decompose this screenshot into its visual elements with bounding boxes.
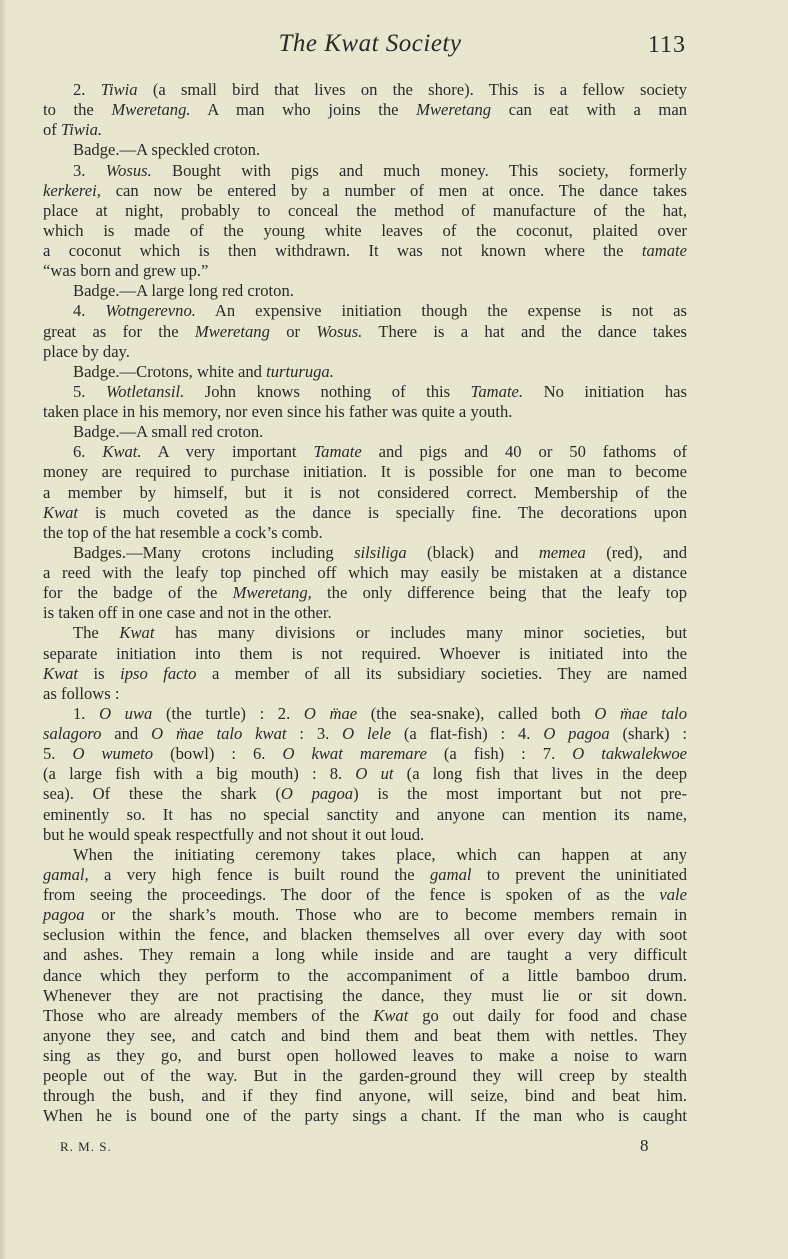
text-run: or the shark’s mouth. Those who are to become members remain in	[84, 905, 687, 925]
italic-term: ipso facto	[120, 663, 197, 683]
text-run: (a flat-fish) : 4.	[390, 724, 544, 743]
italic-term: Kwat	[119, 623, 155, 643]
text-run: can eat with a man	[491, 100, 688, 120]
italic-term: Kwat	[43, 663, 79, 683]
text-line	[43, 181, 687, 201]
text-run: “was born and grew up.”	[43, 261, 209, 281]
paragraph	[43, 623, 687, 704]
text-run: sea). Of these the shark (	[43, 784, 281, 804]
paragraph	[43, 301, 687, 361]
text-run: anyone they see, and catch and bind them and beat them with nettles. They	[43, 1025, 687, 1045]
text-line	[43, 362, 687, 382]
text-line	[43, 583, 687, 603]
text-line	[43, 301, 687, 321]
text-run: 2.	[73, 80, 101, 99]
text-line	[43, 784, 687, 804]
text-run: 1.	[73, 703, 100, 723]
italic-term: O m̈ae	[303, 703, 358, 723]
text-run: A very important	[141, 442, 314, 462]
text-run: sing as they go, and burst open hollowed leaves to make a noise to warn	[43, 1046, 687, 1065]
text-run: place at night, probably to conceal the method of manufacture of the hat,	[43, 200, 687, 220]
text-line	[43, 966, 687, 986]
text-run: the top of the hat resemble a cock’s comb.	[43, 522, 323, 542]
text-line	[43, 644, 687, 664]
text-run: ) is the most important but not pre-	[353, 784, 687, 804]
italic-term: Wotngerevno.	[105, 301, 196, 321]
text-line	[43, 281, 687, 301]
italic-term: Kwat	[373, 1005, 409, 1025]
text-line	[43, 905, 687, 925]
text-run: (black) and	[406, 542, 539, 562]
italic-term: O pagoa	[280, 784, 354, 804]
text-line	[43, 945, 687, 965]
text-run: Those who are already members of the	[43, 1005, 374, 1025]
paragraph	[43, 281, 687, 301]
text-line	[43, 724, 687, 744]
text-run: a very high fence is built round the	[88, 864, 430, 884]
text-line	[43, 865, 687, 885]
text-line	[43, 1046, 687, 1066]
text-run: John knows nothing of this	[184, 381, 471, 401]
italic-term: salagoro	[43, 724, 102, 743]
text-line	[43, 603, 687, 623]
text-run: (a fish) : 7.	[426, 744, 573, 764]
text-run: (red), and	[585, 542, 687, 562]
text-line	[43, 704, 687, 724]
footer-signature-number: 8	[640, 1136, 649, 1155]
italic-term: O lele	[342, 724, 391, 743]
text-run: money are required to purchase initiation. It is possible for one man to become	[43, 462, 687, 482]
text-run: or	[269, 321, 317, 341]
text-run: a reed with the leafy top pinched off which may easily be mistaken at a distance	[43, 563, 687, 582]
text-line	[43, 161, 687, 181]
italic-term: Mweretang	[416, 100, 492, 120]
text-line	[43, 684, 687, 704]
text-run: to prevent the uninitiated	[471, 864, 687, 884]
text-run: No initiation has	[523, 381, 688, 401]
text-run: for the badge of the	[43, 583, 233, 603]
text-run: a member of all its subsidiary societies. They are named	[196, 663, 687, 683]
text-run: can now be entered by a number of men at once. The dance takes	[100, 180, 687, 200]
paragraph	[43, 382, 687, 422]
text-run: (shark) :	[609, 724, 687, 743]
page-number: 113	[647, 32, 686, 58]
text-run: When the initiating ceremony takes place, which can happen at any	[73, 844, 687, 864]
text-line	[43, 885, 687, 905]
text-run: (a large fish with a big mouth) : 8.	[43, 764, 356, 784]
italic-term: Mweretang,	[232, 583, 312, 603]
text-run: which is made of the young white leaves of the coconut, plaited over	[43, 220, 687, 240]
text-run: Bought with pigs and much money. This society, formerly	[151, 160, 688, 180]
text-run: place by day.	[43, 341, 130, 361]
text-run: dance which they perform to the accompaniment of a little bamboo drum.	[43, 965, 687, 985]
text-run: (the sea-snake), called both	[357, 703, 595, 723]
text-line	[43, 543, 687, 563]
paragraph	[43, 80, 687, 140]
text-run: (a small bird that lives on the shore). This is a fellow society	[137, 80, 688, 99]
italic-term: O pagoa	[543, 724, 610, 743]
body-text	[43, 80, 687, 1127]
footer-signature-mark: R. M. S.	[60, 1139, 112, 1154]
text-run: An expensive initiation though the expense is not as	[195, 301, 688, 321]
italic-term: tamate	[641, 241, 687, 260]
text-run: There is a hat and the dance takes	[362, 321, 687, 341]
text-run: taken place in his memory, nor even since his father was quite a youth.	[43, 402, 513, 421]
italic-term: Tamate	[313, 442, 362, 462]
running-head	[0, 30, 788, 60]
italic-term: O kwat maremare	[282, 744, 427, 764]
text-line	[43, 1006, 687, 1026]
text-line	[43, 1086, 687, 1106]
page-title: The Kwat Society	[278, 30, 462, 57]
text-run: 4.	[73, 301, 106, 321]
text-line	[43, 342, 687, 362]
text-run: a coconut which is then withdrawn. It was not known where the	[43, 241, 642, 260]
text-run: seclusion within the fence, and blacken themselves all over every day with soot	[43, 925, 687, 945]
text-line	[43, 664, 687, 684]
text-run: through the bush, and if they find anyone, will seize, bind and beat him.	[43, 1086, 687, 1106]
text-run: and	[101, 724, 152, 743]
italic-term: silsiliga	[354, 542, 407, 562]
italic-term: kerkerei,	[43, 180, 101, 200]
paragraph	[43, 543, 687, 624]
paragraph	[43, 362, 687, 382]
text-line	[43, 201, 687, 221]
text-run: go out daily for food and chase	[408, 1005, 687, 1025]
text-line	[43, 221, 687, 241]
text-line	[43, 140, 687, 160]
text-run: Badge.—A large long red croton.	[73, 281, 294, 301]
text-run: (the turtle) : 2.	[152, 703, 304, 723]
text-run: and pigs and 40 or 50 fathoms of	[361, 442, 688, 462]
italic-term: Tiwia.	[60, 120, 103, 140]
text-run: 5.	[73, 381, 106, 401]
book-binding-edge	[0, 0, 6, 1259]
text-line	[43, 241, 687, 261]
text-run: as follows :	[43, 683, 120, 703]
text-line	[43, 805, 687, 825]
italic-term: turturuga.	[266, 361, 334, 381]
text-line	[43, 925, 687, 945]
italic-term: Wosus.	[105, 160, 152, 180]
text-line	[43, 120, 687, 140]
italic-term: O uwa	[99, 703, 153, 723]
italic-term: Mweretang	[194, 321, 270, 341]
text-line	[43, 764, 687, 784]
text-run: (a long fish that lives in the deep	[393, 764, 687, 784]
paragraph	[43, 704, 687, 845]
text-line	[43, 523, 687, 543]
text-line	[43, 986, 687, 1006]
text-run: is much coveted as the dance is specially fine. The decorations upon	[78, 502, 687, 522]
text-line	[43, 503, 687, 523]
italic-term: pagoa	[43, 905, 85, 925]
text-run: great as for the	[43, 321, 195, 341]
text-run: 3.	[73, 160, 106, 180]
italic-term: Kwat.	[102, 442, 142, 462]
text-line	[43, 845, 687, 865]
paragraph	[43, 422, 687, 442]
text-run: from seeing the proceedings. The door of the fence is spoken of as the	[43, 885, 660, 904]
text-line	[43, 402, 687, 422]
text-run: people out of the way. But in the garden-ground they will creep by stealth	[43, 1066, 687, 1086]
italic-term: O wumeto	[72, 744, 154, 764]
text-run: eminently so. It has no special sanctity and anyone can mention its name,	[43, 804, 687, 824]
paragraph	[43, 442, 687, 543]
text-line	[43, 1066, 687, 1086]
text-run: (bowl) : 6.	[153, 744, 283, 764]
italic-term: vale	[659, 885, 687, 904]
text-run: : 3.	[286, 724, 343, 743]
italic-term: O m̈ae talo kwat	[151, 724, 287, 743]
italic-term: O m̈ae talo	[594, 703, 688, 723]
text-run: is	[78, 663, 121, 683]
text-line	[43, 442, 687, 462]
text-line	[43, 422, 687, 442]
italic-term: Tamate.	[470, 381, 524, 401]
italic-term: Tiwia	[100, 80, 138, 99]
text-run: Whenever they are not practising the dance, they must lie or sit down.	[43, 985, 687, 1005]
italic-term: memea	[538, 542, 586, 562]
italic-term: Wosus.	[316, 321, 363, 341]
paragraph	[43, 140, 687, 160]
italic-term: Mweretang.	[111, 100, 191, 120]
text-run: Badge.—A speckled croton.	[73, 140, 261, 160]
text-run: but he would speak respectfully and not shout it out loud.	[43, 824, 425, 844]
text-run: A man who joins the	[190, 100, 417, 120]
paragraph	[43, 845, 687, 1127]
text-line	[43, 1026, 687, 1046]
text-line	[43, 483, 687, 503]
text-line	[43, 563, 687, 583]
text-run: the only difference being that the leafy top	[311, 583, 687, 603]
text-line	[43, 623, 687, 643]
text-run: has many divisions or includes many minor societies, but	[154, 623, 688, 643]
text-run: of	[43, 120, 61, 140]
text-run: to the	[43, 100, 112, 120]
text-run: 5.	[43, 744, 73, 764]
text-run: Badge.—A small red croton.	[73, 422, 264, 442]
italic-term: Kwat	[43, 502, 79, 522]
text-line	[43, 80, 687, 100]
text-run: a member by himself, but it is not considered correct. Membership of the	[43, 482, 687, 502]
text-line	[43, 825, 687, 845]
text-run: is taken off in one case and not in the other.	[43, 603, 332, 623]
text-run: 6.	[73, 442, 103, 462]
text-line	[43, 1106, 687, 1126]
italic-term: gamal,	[43, 864, 89, 884]
text-run: separate initiation into them is not required. Whoever is initiated into the	[43, 643, 687, 663]
italic-term: O takwalekwoe	[572, 744, 687, 764]
text-line	[43, 382, 687, 402]
text-line	[43, 322, 687, 342]
italic-term: gamal	[430, 864, 472, 884]
text-run: Badge.—Crotons, white and	[73, 361, 267, 381]
text-run: and ashes. They remain a long while inside and are taught a very difficult	[43, 945, 687, 965]
text-line	[43, 100, 687, 120]
italic-term: Wotletansil.	[106, 381, 185, 401]
text-line	[43, 462, 687, 482]
text-line	[43, 261, 687, 281]
paragraph	[43, 161, 687, 282]
text-run: Badges.—Many crotons including	[73, 542, 355, 562]
italic-term: O ut	[355, 764, 394, 784]
text-run: When he is bound one of the party sings a chant. If the man who is caught	[43, 1106, 687, 1126]
text-line	[43, 744, 687, 764]
text-run: The	[73, 623, 120, 643]
